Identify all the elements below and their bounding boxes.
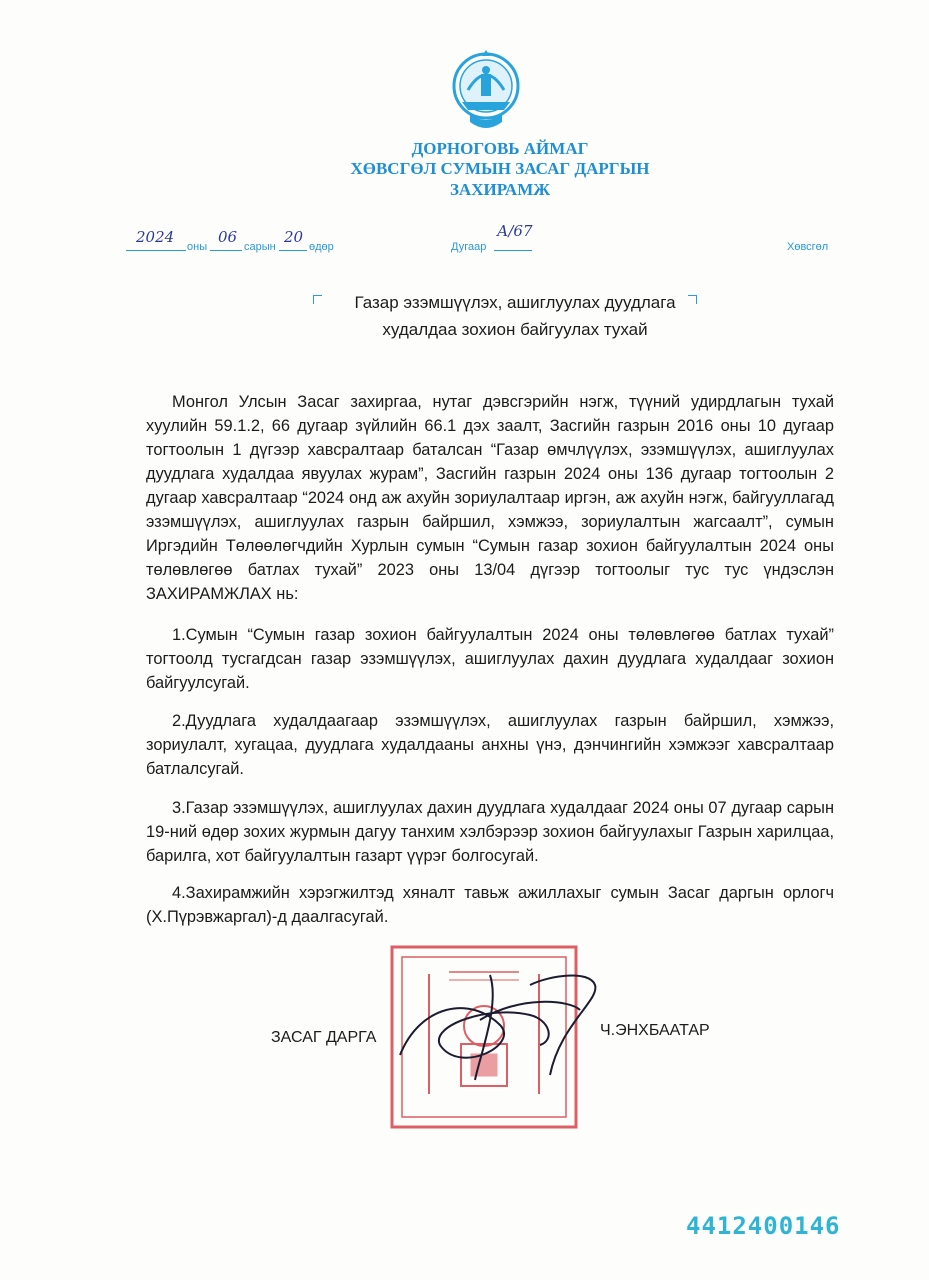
signatory-position: ЗАСАГ ДАРГА — [271, 1029, 377, 1046]
state-emblem-icon — [448, 50, 524, 138]
handwritten-signature-icon — [380, 965, 610, 1085]
date-year: 2024 — [136, 228, 175, 246]
document-serial-number: 4412400146 — [686, 1212, 841, 1240]
number-underline — [494, 250, 532, 251]
item-2-paragraph: 2.Дуудлага худалдаагаар эзэмшүүлэх, ашиглуулах газрын байршил, хэмжээ, зориулалт, хугацаа, дуудлага худалдааны анхны үнэ, дэнчингийн хэмжээг хавсралтаар батлалсугай. — [146, 712, 834, 778]
month-label: сарын — [244, 241, 276, 253]
day-label: өдөр — [309, 241, 334, 253]
header-province: ДОРНОГОВЬ АЙМАГ — [411, 139, 589, 158]
month-underline — [210, 250, 242, 251]
header-doc-type: ЗАХИРАМЖ — [449, 180, 551, 199]
place-label: Хөвсгөл — [787, 241, 829, 253]
date-day: 20 — [284, 228, 304, 246]
day-underline — [279, 250, 307, 251]
year-underline — [126, 250, 186, 251]
header-office: ХӨВСГӨЛ СУМЫН ЗАСАГ ДАРГЫН — [350, 159, 650, 178]
document-number-handwritten: А/67 — [497, 222, 533, 240]
item-1-paragraph: 1.Сумын “Сумын газар зохион байгуулалтын 2024 оны төлөвлөгөө батлах тухай” тогтоолд тусгагдсан газар эзэмшүүлэх, ашиглуулах дахин дуудлага худалдааг зохион байгуулсугай. — [146, 626, 834, 692]
title-line-1: Газар эзэмшүүлэх, ашиглуулах дуудлага — [354, 293, 676, 312]
year-label: оны — [187, 241, 208, 253]
title-line-2: худалдаа зохион байгуулах тухай — [382, 320, 648, 339]
item-3-paragraph: 3.Газар эзэмшүүлэх, ашиглуулах дахин дуудлага худалдааг 2024 оны 07 дугаар сарын 19-ний өдөр зохих журмын дагуу танхим хэлбэрээр зохион байгуулахыг Газрын харилцаа, барилга, хот байгуулалтын газарт үүрэг болгосугай. — [146, 799, 834, 865]
item-4-paragraph: 4.Захирамжийн хэрэгжилтэд хяналт тавьж ажиллахыг сумын Засаг даргын орлогч (Х.Пүрэвжаргал)-д даалгасугай. — [146, 884, 834, 926]
date-month: 06 — [218, 228, 238, 246]
preamble-paragraph: Монгол Улсын Засаг захиргаа, нутаг дэвсгэрийн нэгж, түүний удирдлагын тухай хуулийн 59.1.2, 66 дугаар зүйлийн 66.1 дэх заалт, Засгийн газрын 2016 оны 10 дугаар тогтоолын 1 дүгээр хавсралтаар баталсан “Газар өмчлүүлэх, эзэмшүүлэх, ашиглуулах дуудлага худалдаа явуулах журам”, Засгийн газрын 2024 оны 136 дугаар тогтоолын 2 дугаар хавсралтаар “2024 онд аж ахуйн зориулалтаар иргэн, аж ахуйн нэгж, байгууллагад эзэмшүүлэх, ашиглуулах газрын байршил, хэмжээ, зориулалтын жагсаалт”, сумын Иргэдийн Төлөөлөгчдийн Хурлын сумын “Сумын газар зохион байгуулалтын 2024 оны төлөвлөгөө батлах тухай” 2023 оны 13/04 дүгээр тогтоолыг тус тус үндэслэн ЗАХИРАМЖЛАХ нь: — [146, 393, 834, 603]
signatory-name: Ч.ЭНХБААТАР — [600, 1022, 710, 1039]
number-label: Дугаар — [451, 241, 487, 253]
